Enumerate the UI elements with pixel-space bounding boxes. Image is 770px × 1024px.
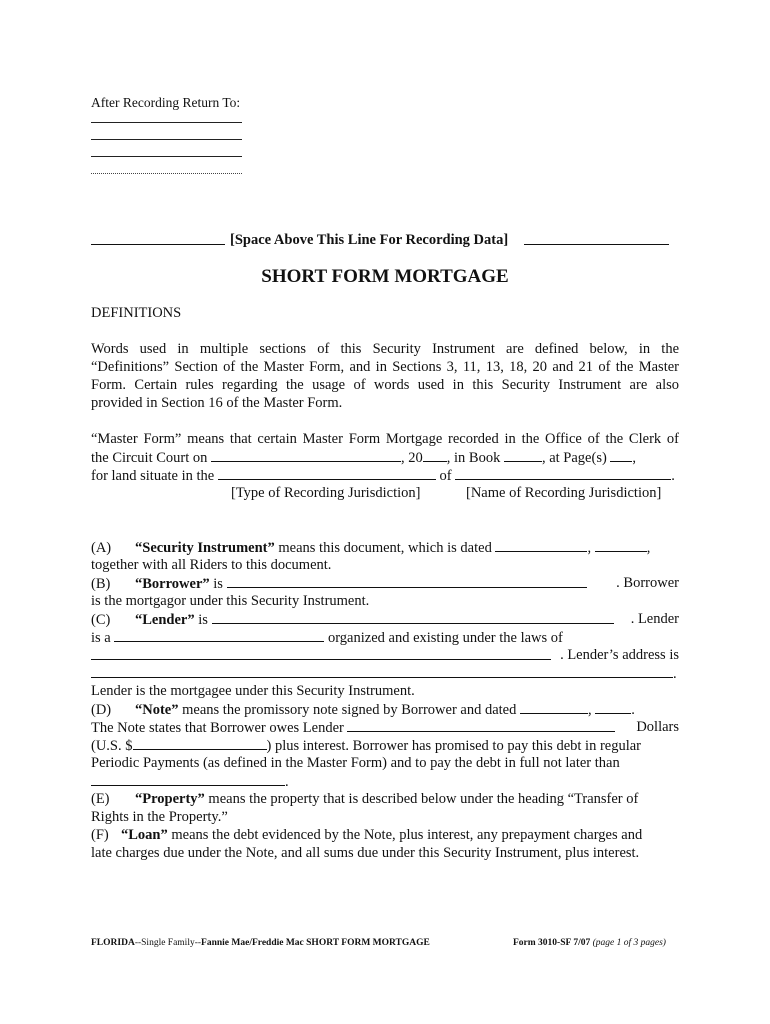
definitions-heading: DEFINITIONS	[91, 305, 182, 321]
recording-rule-left	[91, 244, 225, 245]
recording-space-text: [Space Above This Line For Recording Data]	[230, 232, 509, 248]
period: .	[285, 774, 289, 790]
sec-e-line-1	[91, 790, 638, 808]
master-form-recorded-label: the Circuit Court on	[91, 450, 208, 466]
security-instrument-date-field[interactable]	[495, 538, 587, 552]
return-to-label: After Recording Return To:	[91, 95, 241, 110]
intro-line-4: provided in Section 16 of the Master Form.	[91, 395, 343, 411]
sep: ,	[646, 540, 651, 556]
page-title: SHORT FORM MORTGAGE	[261, 266, 509, 287]
sec-e-line-2: Rights in the Property.”	[91, 809, 228, 825]
jurisdiction-type-caption: [Type of Recording Jurisdiction]	[231, 485, 421, 501]
sec-f-line-1	[91, 826, 642, 844]
note-date-field[interactable]	[520, 700, 588, 714]
sec-f-term: “Loan”	[121, 827, 168, 843]
return-to-line-4[interactable]	[91, 173, 242, 174]
sec-e-label: (E)	[91, 791, 110, 807]
period: .	[673, 666, 677, 682]
us-dollar-label: (U.S. $	[91, 738, 133, 754]
sec-e-term: “Property”	[135, 791, 205, 807]
intro-line-3: Form. Certain rules regarding the usage of words used in this Security Instrument are also	[91, 377, 679, 393]
year-field[interactable]	[423, 448, 447, 462]
sec-b-line-2: is the mortgagor under this Security Instrument.	[91, 593, 370, 609]
sec-d-label: (D)	[91, 702, 112, 718]
organized-label: organized and existing under the laws of	[327, 630, 563, 646]
sec-d-term: “Note”	[135, 702, 179, 718]
sec-b-tail: . Borrower	[616, 575, 679, 591]
sec-f-label: (F)	[91, 827, 109, 843]
sep: .	[631, 702, 635, 718]
footer-left	[91, 938, 430, 948]
maturity-date-field[interactable]	[91, 772, 285, 786]
loan-amount-number-field[interactable]	[133, 736, 267, 750]
lender-state-field[interactable]	[91, 646, 551, 660]
sec-d-line-2	[91, 718, 679, 737]
sec-f-line-2: late charges due under the Note, and all sums due under this Security Instrument, plus interest.	[91, 845, 640, 861]
sec-a-label: (A)	[91, 540, 112, 556]
lender-address-label: . Lender’s address is	[560, 647, 679, 663]
footer-form-name: Fannie Mae/Freddie Mac SHORT FORM MORTGAGE	[201, 938, 430, 948]
comma: ,	[632, 450, 637, 466]
sec-d-line-5	[91, 772, 289, 791]
sec-c-line-2	[91, 628, 563, 647]
sep: ,	[587, 702, 592, 718]
period: .	[671, 468, 675, 484]
return-to-line-2[interactable]	[91, 139, 242, 140]
sec-c-label: (C)	[91, 612, 111, 628]
lender-address-field[interactable]	[91, 664, 673, 678]
plus-interest-text: ) plus interest. Borrower has promised to pay this debt in regular	[266, 738, 642, 754]
return-to-line-3[interactable]	[91, 156, 242, 157]
of-label: of	[439, 468, 452, 484]
master-form-line-1: “Master Form” means that certain Master Form Mortgage recorded in the Office of the Clerk of	[91, 431, 679, 447]
sec-b-term: “Borrower”	[135, 576, 210, 592]
sec-c-tail: . Lender	[630, 611, 679, 627]
jurisdiction-name-caption: [Name of Recording Jurisdiction]	[466, 485, 662, 501]
year-label: , 20	[401, 450, 423, 466]
loan-amount-words-field[interactable]	[347, 718, 615, 732]
is-a-label: is a	[91, 630, 111, 646]
note-owes-label: The Note states that Borrower owes Lender	[91, 720, 344, 736]
sec-c-text: is	[198, 612, 208, 628]
sec-b-label: (B)	[91, 576, 111, 592]
land-situate-label: for land situate in the	[91, 468, 215, 484]
footer-state: FLORIDA	[91, 938, 135, 948]
footer-form-number: Form 3010-SF 7/07	[513, 938, 591, 948]
master-form-line-3	[91, 466, 675, 485]
sec-c-line-5: Lender is the mortgagee under this Security Instrument.	[91, 683, 415, 699]
sec-c-line-4	[91, 664, 679, 683]
sec-f-text: means the debt evidenced by the Note, plus interest, any prepayment charges and	[171, 827, 643, 843]
intro-line-2: “Definitions” Section of the Master Form, and in Sections 3, 11, 13, 18, 20 and 21 of the Master	[91, 359, 679, 375]
sec-c-line-3	[91, 646, 679, 665]
master-form-line-2	[91, 448, 636, 467]
sec-d-line-3	[91, 736, 641, 755]
footer-page-number: (page 1 of 3 pages)	[592, 938, 666, 948]
footer-right	[513, 938, 666, 948]
sec-b-line-1	[91, 574, 679, 593]
sec-b-text: is	[213, 576, 223, 592]
recording-rule-right	[524, 244, 669, 245]
sec-c-line-1	[91, 610, 679, 629]
intro-line-1: Words used in multiple sections of this Security Instrument are defined below, in the	[91, 341, 679, 357]
return-to-line-1[interactable]	[91, 122, 242, 123]
page-label: , at Page(s)	[541, 450, 607, 466]
page-field[interactable]	[610, 448, 632, 462]
dollars-label: Dollars	[636, 719, 679, 735]
security-instrument-year-field[interactable]	[595, 538, 647, 552]
jurisdiction-name-field[interactable]	[455, 466, 671, 480]
sec-d-line-1	[91, 700, 635, 719]
sep: ,	[587, 540, 592, 556]
sec-c-term: “Lender”	[135, 612, 195, 628]
sec-d-line-4: Periodic Payments (as defined in the Master Form) and to pay the debt in full not later than	[91, 755, 620, 771]
sec-a-line-1	[91, 538, 650, 557]
borrower-name-field[interactable]	[227, 574, 587, 588]
footer-family: --Single Family--	[134, 938, 202, 948]
jurisdiction-type-field[interactable]	[218, 466, 436, 480]
lender-name-field[interactable]	[212, 610, 614, 624]
lender-entity-type-field[interactable]	[114, 628, 324, 642]
sec-d-text: means the promissory note signed by Borrower and dated	[182, 702, 517, 718]
sec-a-line-2: together with all Riders to this document.	[91, 557, 332, 573]
note-year-field[interactable]	[595, 700, 631, 714]
recorded-date-field[interactable]	[211, 448, 401, 462]
sec-a-text: means this document, which is dated	[278, 540, 492, 556]
sec-a-term: “Security Instrument”	[135, 540, 275, 556]
book-field[interactable]	[504, 448, 542, 462]
book-label: , in Book	[446, 450, 501, 466]
sec-e-text: means the property that is described below under the heading “Transfer of	[208, 791, 639, 807]
